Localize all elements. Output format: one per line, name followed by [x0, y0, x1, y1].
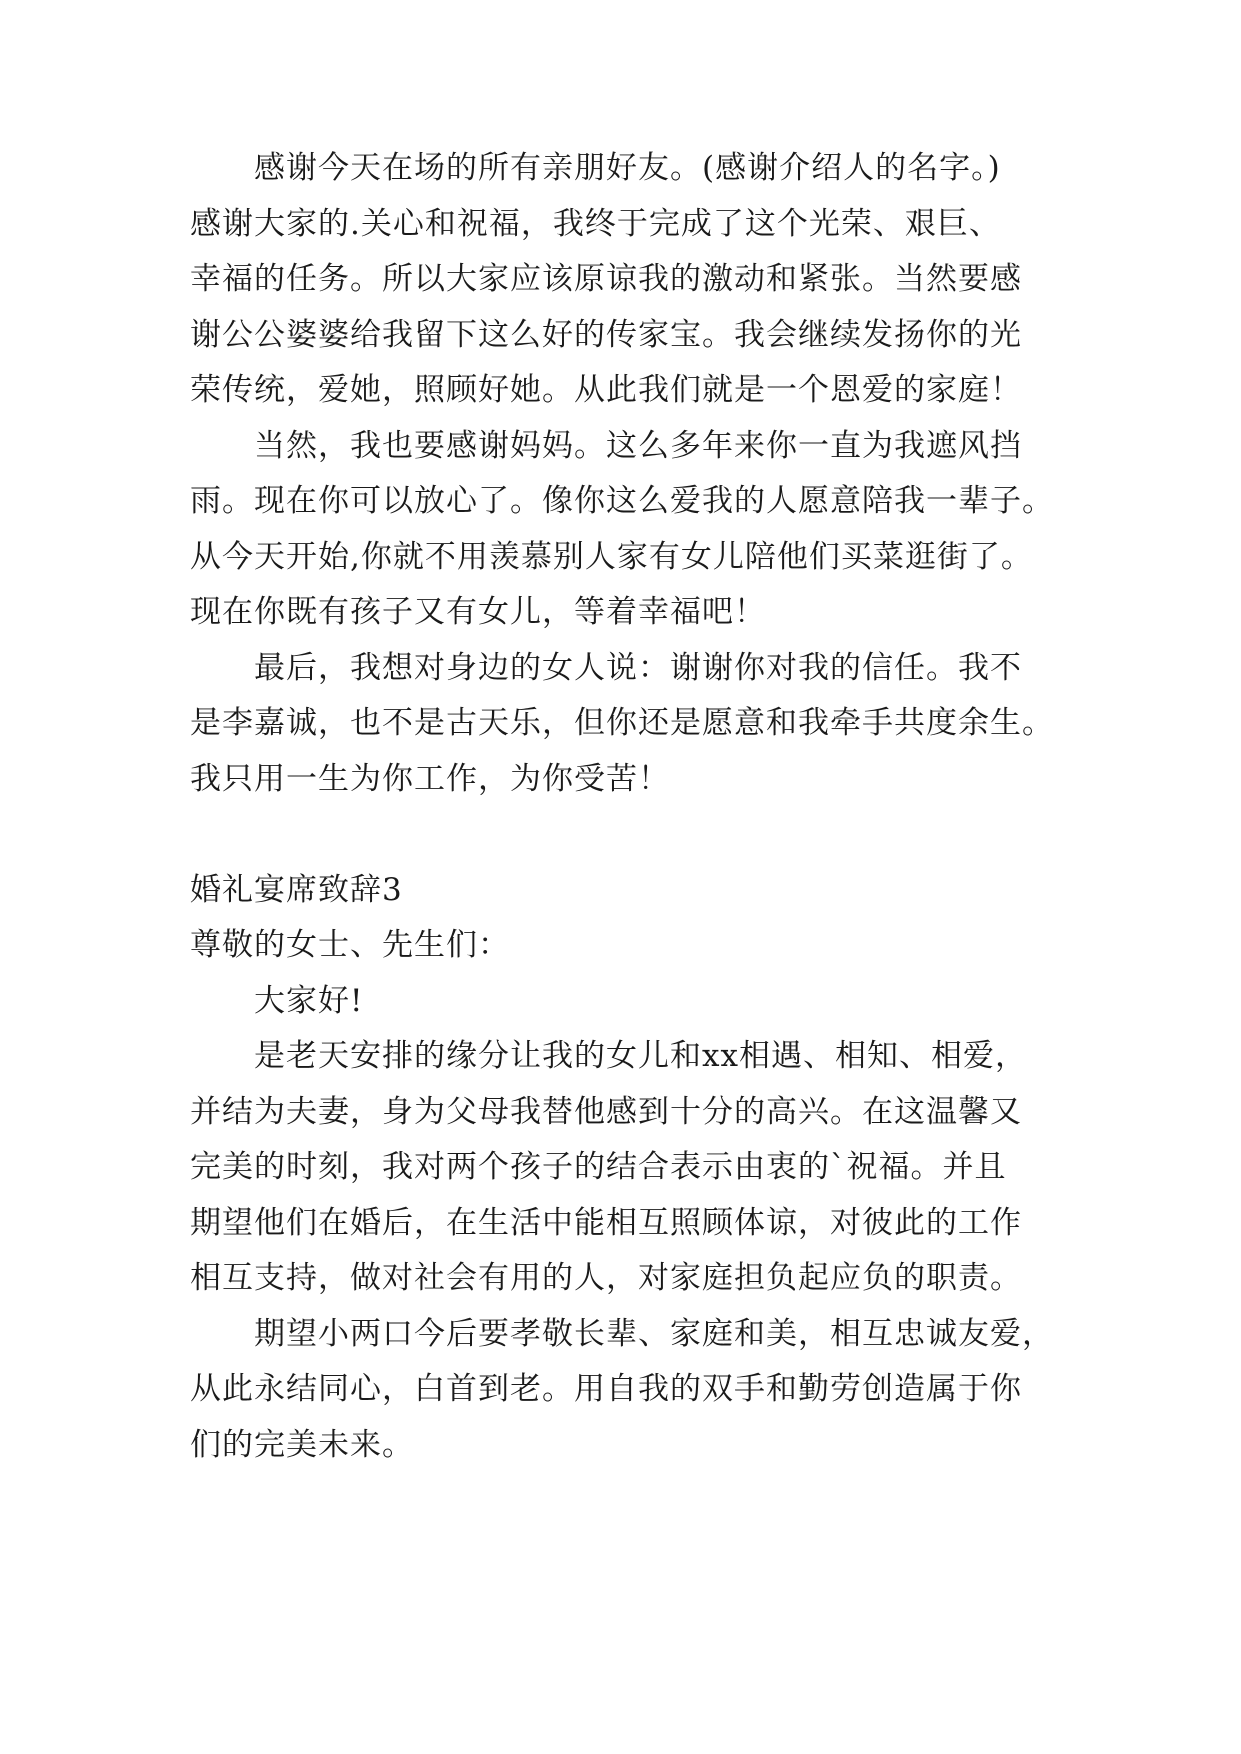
text-line: 从今天开始,你就不用羡慕别人家有女儿陪他们买菜逛街了。: [190, 539, 1033, 575]
text-line: 幸福的任务。所以大家应该原谅我的激动和紧张。当然要感: [190, 261, 1022, 297]
text-line: 雨。现在你可以放心了。像你这么爱我的人愿意陪我一辈子。: [190, 483, 1054, 519]
text-line: 我只用一生为你工作，为你受苦！: [190, 761, 670, 797]
greeting: 大家好!: [254, 983, 364, 1019]
text-line: 谢公公婆婆给我留下这么好的传家宝。我会继续发扬你的光: [190, 317, 1022, 353]
text-line: 感谢大家的.关心和祝福，我终于完成了这个光荣、艰巨、: [190, 206, 1001, 242]
text-line: 现在你既有孩子又有女儿，等着幸福吧！: [190, 594, 766, 630]
text-line: 感谢今天在场的所有亲朋好友。(感谢介绍人的名字。): [254, 150, 1001, 186]
text-line: 从此永结同心，白首到老。用自我的双手和勤劳创造属于你: [190, 1371, 1022, 1407]
section-title: 婚礼宴席致辞3: [190, 872, 403, 908]
text-line: 完美的时刻，我对两个孩子的结合表示由衷的`祝福。并且: [190, 1149, 1007, 1185]
text-line: 荣传统，爱她，照顾好她。从此我们就是一个恩爱的家庭！: [190, 372, 1022, 408]
salutation: 尊敬的女士、先生们：: [190, 927, 510, 963]
text-line: 期望小两口今后要孝敬长辈、家庭和美，相互忠诚友爱，: [254, 1316, 1054, 1352]
text-line: 是李嘉诚，也不是古天乐，但你还是愿意和我牵手共度余生。: [190, 705, 1054, 741]
text-line: 们的完美未来。: [190, 1427, 414, 1463]
text-line: 是老天安排的缘分让我的女儿和xx相遇、相知、相爱，: [254, 1038, 1027, 1074]
text-line: 并结为夫妻，身为父母我替他感到十分的高兴。在这温馨又: [190, 1094, 1022, 1130]
text-line: 当然，我也要感谢妈妈。这么多年来你一直为我遮风挡: [254, 428, 1022, 464]
text-line: 期望他们在婚后，在生活中能相互照顾体谅，对彼此的工作: [190, 1205, 1022, 1241]
text-line: 相互支持，做对社会有用的人，对家庭担负起应负的职责。: [190, 1260, 1022, 1296]
text-line: 最后，我想对身边的女人说：谢谢你对我的信任。我不: [254, 650, 1022, 686]
